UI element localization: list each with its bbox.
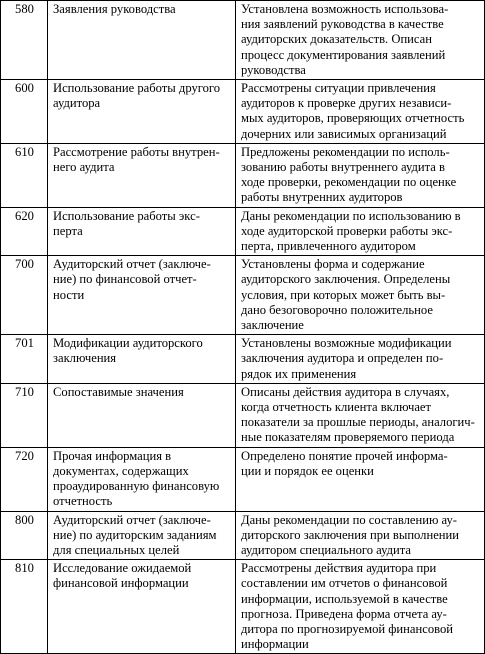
standard-name-line: аудитора (53, 96, 101, 111)
standard-description-line: Определено понятие прочей информа- (241, 448, 448, 463)
standard-number: 810 (1, 560, 48, 654)
standard-name (48, 207, 236, 256)
standard-name (48, 511, 236, 560)
standard-description-line: заключения аудитора и определен по- (241, 351, 444, 366)
standard-name-line: ние) по аудиторским заданиям (53, 527, 217, 542)
standard-description-line: когда отчетность клиента включает (241, 400, 432, 415)
standard-description-line: перта, привлеченного аудитором (241, 239, 416, 254)
standard-number: 610 (1, 143, 48, 207)
standards-table-body (1, 1, 485, 654)
table-row (1, 256, 485, 335)
standard-name (48, 1, 236, 80)
standard-name-line: Рассмотрение работы внутрен- (53, 144, 220, 159)
standard-description-line: дитора по прогнозируемой финансовой (241, 621, 454, 636)
standard-name-line: Модификации аудиторского (53, 336, 203, 351)
standard-name (48, 143, 236, 207)
standard-description-line: Предложены рекомендации по исполь- (241, 144, 450, 159)
standard-description-line: составлении им отчетов о финансовой (241, 576, 448, 591)
standard-description-line: зованию работы внутреннего аудита в (241, 160, 445, 175)
standard-name (48, 383, 236, 447)
standard-description-line: Установлены форма и содержание (241, 257, 425, 272)
standard-description-line: Описаны действия аудитора в случаях, (241, 384, 450, 399)
standard-description-line: информации, используемой в качестве (241, 591, 448, 606)
standard-number: 620 (1, 207, 48, 256)
table-row (1, 447, 485, 511)
standard-description-line: работы внутренних аудиторов (241, 190, 403, 205)
standard-description-line: Рассмотрены действия аудитора при (241, 561, 437, 576)
standard-description-line: процесс документирования заявлений (241, 47, 446, 62)
standard-description-line: Рассмотрены ситуации привлечения (241, 81, 436, 96)
standard-description-line: ции и порядок ее оценки (241, 463, 374, 478)
standard-name-line: отчетность (53, 494, 113, 509)
standard-description-line: условия, при которых может быть вы- (241, 287, 446, 302)
standard-name (48, 80, 236, 144)
standard-name-line: документах, содержащих (53, 463, 189, 478)
table-row (1, 207, 485, 256)
standard-name-line: ние) по финансовой отчет- (53, 272, 197, 287)
standard-description-line: Установлена возможность использова- (241, 2, 449, 16)
standard-description-line: показатели за прошлые периоды, аналогич- (241, 415, 475, 430)
table-row (1, 143, 485, 207)
standard-name-line: финансовой информации (53, 576, 189, 591)
standard-description-line: ходе проверки, рекомендации по оценке (241, 175, 457, 190)
standard-number: 701 (1, 335, 48, 384)
standard-description (236, 383, 485, 447)
standard-name-line: Исследование ожидаемой (53, 561, 192, 576)
standard-description (236, 143, 485, 207)
standard-description-line: руководства (241, 62, 306, 77)
standard-description-line: мых аудиторов, проверяющих отчетность (241, 111, 465, 126)
standard-description-line: аудитором специального аудита (241, 542, 412, 557)
standard-name-line: Аудиторский отчет (заключе- (53, 512, 211, 527)
standard-name-line: ности (53, 287, 85, 302)
standard-description-line: ные показателям проверяемого периода (241, 430, 455, 445)
standard-description (236, 1, 485, 80)
standard-name-line: Сопоставимые значения (53, 384, 184, 399)
standard-number: 600 (1, 80, 48, 144)
standard-description-line: заключение (241, 318, 304, 333)
standard-name-line: Прочая информация в (53, 448, 172, 463)
standard-name (48, 256, 236, 335)
standard-name-line: проаудированную финансовую (53, 479, 220, 494)
standard-name-line: заключения (53, 351, 117, 366)
standard-description-line: Даны рекомендации по использованию в (241, 208, 461, 223)
standard-name (48, 560, 236, 654)
standard-description-line: ния заявлений руководства в качестве (241, 17, 444, 32)
standard-name-line: Использование работы экс- (53, 208, 200, 223)
standard-name-line: Заявления руководства (53, 2, 176, 16)
standard-number: 710 (1, 383, 48, 447)
table-row (1, 80, 485, 144)
standard-description-line: аудиторских доказательств. Описан (241, 32, 432, 47)
standard-number: 800 (1, 511, 48, 560)
standard-description (236, 256, 485, 335)
standard-description (236, 335, 485, 384)
standard-description-line: диторского заключения при выполнении (241, 527, 460, 542)
standard-description-line: Установлены возможные модификации (241, 336, 452, 351)
standard-name-line: Использование работы другого (53, 81, 221, 96)
standard-number: 700 (1, 256, 48, 335)
standard-name-line: перта (53, 223, 83, 238)
standard-description-line: прогноза. Приведена форма отчета ау- (241, 606, 447, 621)
standard-description-line: ходе аудиторской проверки работы экс- (241, 223, 453, 238)
standard-number: 720 (1, 447, 48, 511)
standard-description (236, 447, 485, 511)
standard-description (236, 80, 485, 144)
table-row (1, 511, 485, 560)
standard-description-line: рядок их применения (241, 366, 357, 381)
standard-description-line: информации (241, 637, 309, 652)
standard-description-line: дочерних или зависимых организаций (241, 126, 447, 141)
standard-description-line: Даны рекомендации по составлению ау- (241, 512, 457, 527)
standard-description (236, 511, 485, 560)
standard-description (236, 560, 485, 654)
standard-name-line: Аудиторский отчет (заключе- (53, 257, 211, 272)
standard-name (48, 447, 236, 511)
standard-description (236, 207, 485, 256)
standard-name-line: него аудита (53, 160, 115, 175)
standard-description-line: аудиторского заключения. Определены (241, 272, 451, 287)
standard-number: 580 (1, 1, 48, 80)
table-row (1, 1, 485, 80)
table-row (1, 560, 485, 654)
standard-description-line: дано безоговорочно положительное (241, 302, 433, 317)
table-row (1, 383, 485, 447)
standard-description-line: аудиторов к проверке других независи- (241, 96, 452, 111)
standard-name (48, 335, 236, 384)
table-row (1, 335, 485, 384)
standard-name-line: для специальных целей (53, 542, 180, 557)
